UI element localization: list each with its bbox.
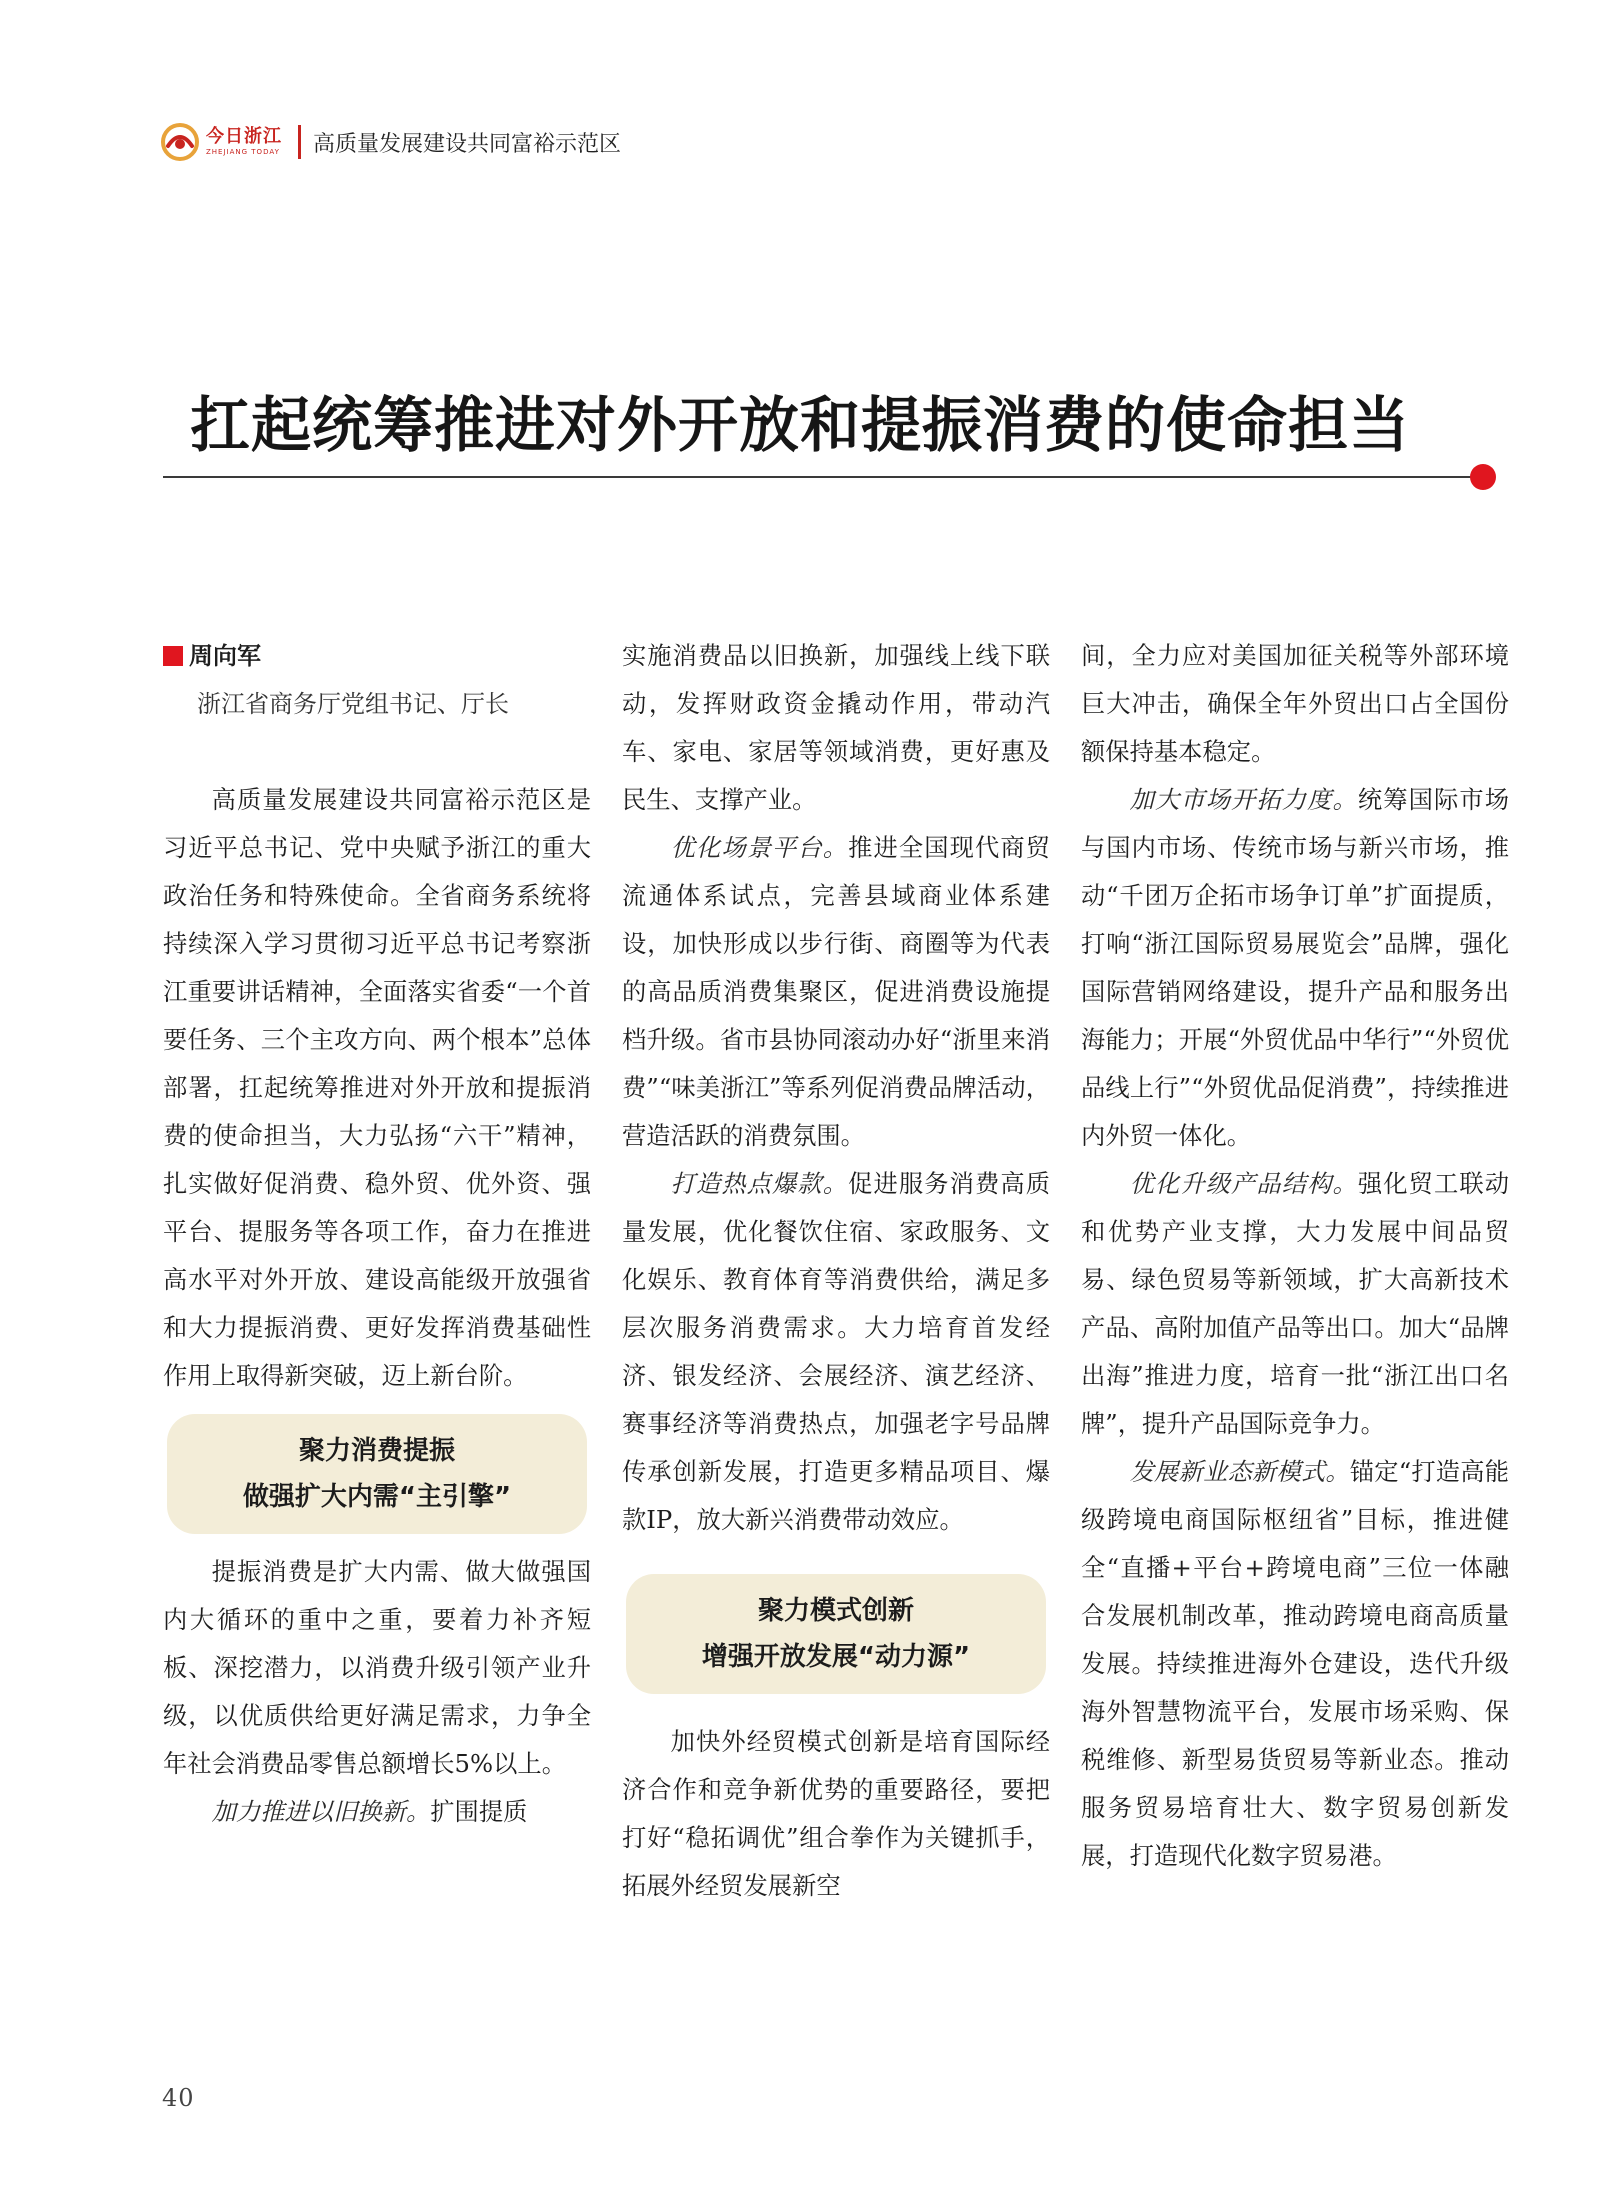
section-1-line-1: 聚力消费提振	[298, 1436, 455, 1466]
paragraph-model-innovation: 加快外经贸模式创新是培育国际经济合作和竞争新优势的重要路径，要把打好“稳拓调优”组合拳作为关键抓手，拓展外经贸发展新空	[622, 1727, 1050, 1900]
title-rule-dot	[1470, 464, 1496, 490]
column-2	[622, 632, 1050, 1910]
section-1-line-2: 做强扩大内需“主引擎”	[242, 1482, 512, 1512]
lead-trade-in: 加力推进以旧换新。	[211, 1797, 431, 1826]
section-2-line-2: 增强开放发展“动力源”	[701, 1642, 971, 1672]
lead-market: 加大市场开拓力度。	[1129, 785, 1358, 814]
logo-sun-icon	[160, 122, 200, 162]
title-rule	[163, 476, 1483, 478]
lead-scenes: 优化场景平台。	[670, 833, 849, 862]
paragraph-trade-in: 加力推进以旧换新。扩围提质	[211, 1797, 528, 1826]
column-3	[1081, 632, 1509, 1880]
paragraph-market: 加大市场开拓力度。统筹国际市场与国内市场、传统市场与新兴市场，推动“千团万企拓市场争订单”扩面提质，打响“浙江国际贸易展览会”品牌，强化国际营销网络建设，提升产品和服务出海能力；开展“外贸优品中华行”“外贸优品线上行”“外贸优品促消费”，持续推进内外贸一体化。	[1081, 785, 1510, 1150]
logo-chinese-text: 今日浙江	[206, 126, 282, 147]
lead-products: 优化升级产品结构。	[1129, 1169, 1358, 1198]
lead-hotspots: 打造热点爆款。	[670, 1169, 849, 1198]
author-name	[163, 632, 591, 680]
author-square-marker	[163, 646, 183, 666]
page-header	[160, 120, 621, 164]
section-name: 高质量发展建设共同富裕示范区	[313, 131, 622, 157]
author-role: 浙江省商务厅党组书记、厅长	[197, 690, 509, 718]
header-divider	[298, 125, 301, 159]
section-2-line-1: 聚力模式创新	[757, 1596, 914, 1626]
column-1	[163, 632, 591, 1836]
intro-paragraph: 高质量发展建设共同富裕示范区是习近平总书记、党中央赋予浙江的重大政治任务和特殊使命。全省商务系统将持续深入学习贯彻习近平总书记考察浙江重要讲话精神，全面落实省委“一个首要任务、三个主攻方向、两个根本”总体部署，扛起统筹推进对外开放和提振消费的使命担当，大力弘扬“六干”精神，扎实做好促消费、稳外贸、优外资、强平台、提服务等各项工作，奋力在推进高水平对外开放、建设高能级开放强省和大力提振消费、更好发挥消费基础性作用上取得新突破，迈上新台阶。	[163, 785, 591, 1390]
paragraph-products: 优化升级产品结构。强化贸工联动和优势产业支撑，大力发展中间品贸易、绿色贸易等新领域，扩大高新技术产品、高附加值产品等出口。加大“品牌出海”推进力度，培育一批“浙江出口名牌”，提升产品国际竞争力。	[1081, 1169, 1510, 1438]
section-heading-2	[626, 1574, 1046, 1694]
paragraph-trade-in-cont: 实施消费品以旧换新，加强线上线下联动，发挥财政资金撬动作用，带动汽车、家电、家居等领域消费，更好惠及民生、支撑产业。	[622, 641, 1050, 814]
paragraph-consumption: 提振消费是扩大内需、做大做强国内大循环的重中之重，要着力补齐短板、深挖潜力，以消费升级引领产业升级，以优质供给更好满足需求，力争全年社会消费品零售总额增长5%以上。	[163, 1557, 591, 1778]
article-title: 扛起统筹推进对外开放和提振消费的使命担当	[190, 391, 1410, 461]
paragraph-scenes: 优化场景平台。推进全国现代商贸流通体系试点，完善县域商业体系建设，加快形成以步行街、商圈等为代表的高品质消费集聚区，促进消费设施提档升级。省市县协同滚动办好“浙里来消费”“味美浙江”等系列促消费品牌活动，营造活跃的消费氛围。	[622, 833, 1051, 1150]
author-name-text: 周向军	[189, 642, 261, 670]
paragraph-model-innovation-cont: 间，全力应对美国加征关税等外部环境巨大冲击，确保全年外贸出口占全国份额保持基本稳定。	[1081, 641, 1509, 766]
logo-english-text: ZHEJIANG TODAY	[206, 148, 280, 156]
magazine-logo	[160, 122, 282, 162]
section-heading-1	[167, 1414, 587, 1534]
paragraph-new-formats: 发展新业态新模式。锚定“打造高能级跨境电商国际枢纽省”目标，推进健全“直播+平台+跨境电商”三位一体融合发展机制改革，推动跨境电商高质量发展。持续推进海外仓建设，迭代升级海外智慧物流平台，发展市场采购、保税维修、新型易货贸易等新业态。推动服务贸易培育壮大、数字贸易创新发展，打造现代化数字贸易港。	[1081, 1457, 1510, 1870]
lead-new-formats: 发展新业态新模式。	[1129, 1457, 1350, 1486]
page-number: 40	[162, 2084, 195, 2112]
paragraph-hotspots: 打造热点爆款。促进服务消费高质量发展，优化餐饮住宿、家政服务、文化娱乐、教育体育等消费供给，满足多层次服务消费需求。大力培育首发经济、银发经济、会展经济、演艺经济、赛事经济等消费热点，加强老字号品牌传承创新发展，打造更多精品项目、爆款IP，放大新兴消费带动效应。	[622, 1169, 1051, 1534]
